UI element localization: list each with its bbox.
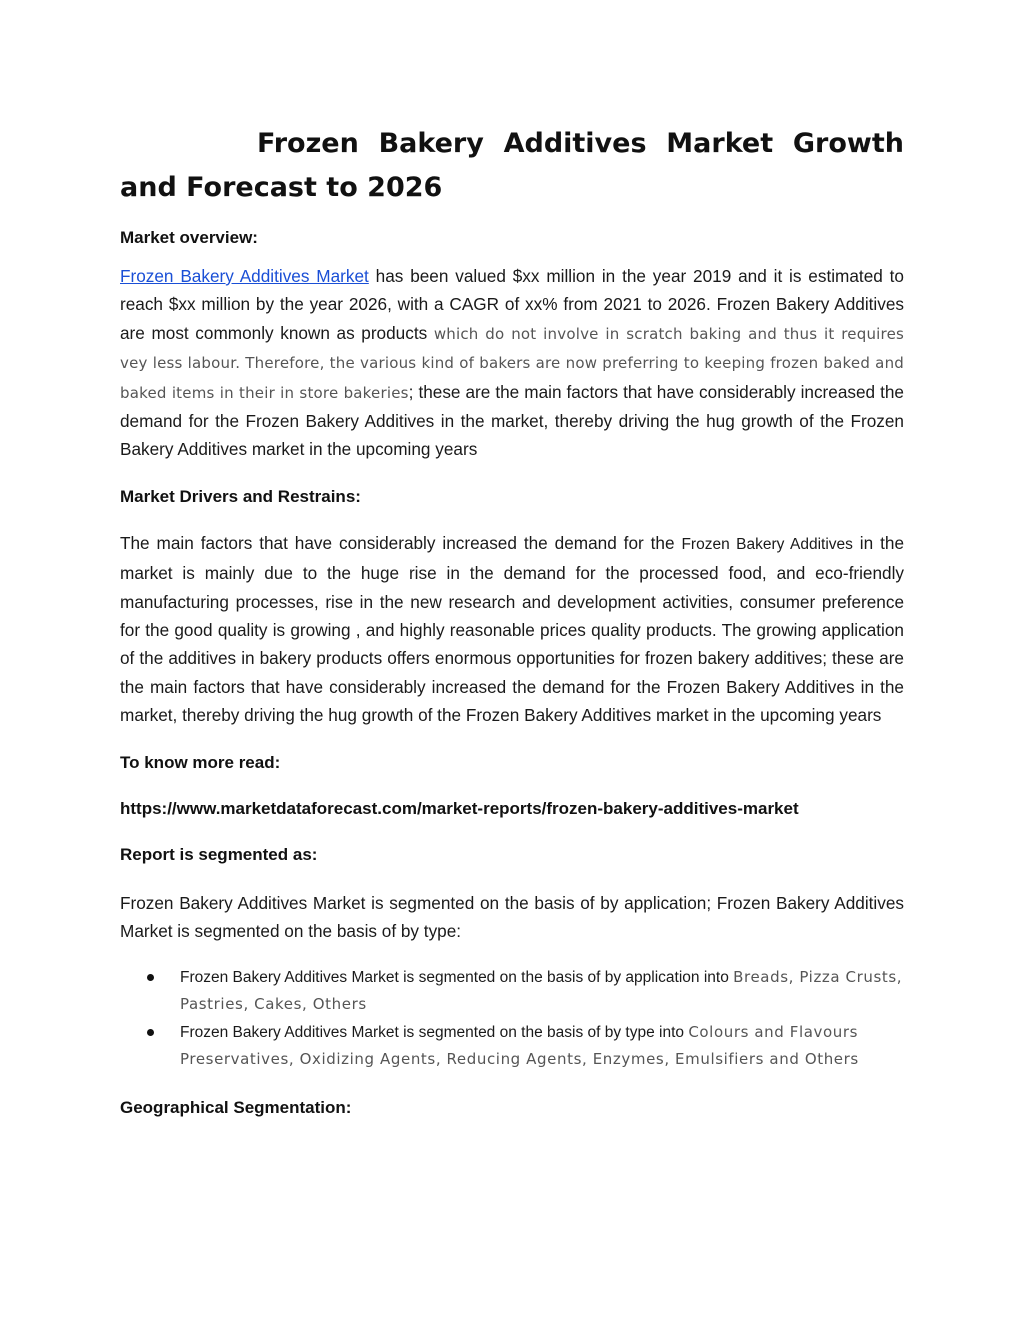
frozen-bakery-additives-market-link[interactable]: Frozen Bakery Additives Market bbox=[120, 266, 369, 286]
drivers-text-part-3: in the market is mainly due to the huge rise in the demand for the processed food, and eco-friendly manufacturing processes, rise in the new research and development activities, consumer preference for the good quality is growing , and highly reasonable prices quality products. The growing application of the additives in bakery products offers enormous opportunities for frozen bakery additives; these are the main factors that have considerably increased the demand for the Frozen Bakery Additives in the market, thereby driving the hug growth of the Frozen Bakery Additives market in the upcoming years bbox=[120, 532, 904, 726]
segmentation-bullet-list bbox=[120, 964, 904, 1073]
read-more-heading: To know more read: bbox=[120, 752, 281, 772]
bullet-icon bbox=[147, 1029, 154, 1036]
document-page bbox=[120, 122, 904, 1119]
overview-text-part-2: which do not involve in scratch baking and thus it requires vey less labour. Therefore, the various kind of bakers are now preferring to keeping frozen baked and baked items in their in store bakeries bbox=[120, 324, 905, 402]
market-overview-heading: Market overview: bbox=[120, 228, 258, 247]
segmentation-bullet-type bbox=[180, 1019, 904, 1073]
drivers-text-part-2: Frozen Bakery Additives bbox=[681, 535, 853, 553]
document-title: Frozen Bakery Additives Market Growth and Forecast to 2026 bbox=[120, 128, 904, 203]
market-drivers-heading: Market Drivers and Restrains: bbox=[120, 486, 361, 506]
segmentation-paragraph: Frozen Bakery Additives Market is segmented on the basis of by application; Frozen Bakery Additives Market is segmented on the basis of by type: bbox=[120, 892, 904, 942]
report-url: https://www.marketdataforecast.com/market-reports/frozen-bakery-additives-market bbox=[120, 798, 799, 818]
report-segmented-heading: Report is segmented as: bbox=[120, 844, 318, 864]
market-overview-paragraph bbox=[120, 262, 904, 464]
drivers-text-part-1: The main factors that have considerably increased the demand for the bbox=[120, 532, 682, 553]
bullet-items-text: Colours and Flavours Preservatives, Oxidizing Agents, Reducing Agents, Enzymes, Emulsifiers and Others bbox=[180, 1022, 859, 1068]
geographical-segmentation-heading: Geographical Segmentation: bbox=[120, 1097, 352, 1117]
segmentation-bullet-application bbox=[180, 964, 904, 1018]
bullet-lead-text: Frozen Bakery Additives Market is segmented on the basis of by type into bbox=[180, 1023, 689, 1041]
bullet-icon bbox=[147, 974, 154, 981]
market-drivers-paragraph bbox=[120, 529, 904, 730]
overview-text-part-3: ; these are the main factors that have considerably increased the demand for the Frozen Bakery Additives in the market, thereby driving the hug growth of the Frozen Bakery Additives market in the upcoming years bbox=[120, 381, 904, 460]
bullet-lead-text: Frozen Bakery Additives Market is segmented on the basis of by application into bbox=[180, 968, 734, 986]
bullet-items-text: Breads, Pizza Crusts, Pastries, Cakes, Others bbox=[180, 967, 903, 1013]
overview-text-part-1: has been valued $xx million in the year 2019 and it is estimated to reach $xx million by the year 2026, with a CAGR of xx% from 2021 to 2026. Frozen Bakery Additives are most commonly known as products bbox=[120, 266, 904, 343]
